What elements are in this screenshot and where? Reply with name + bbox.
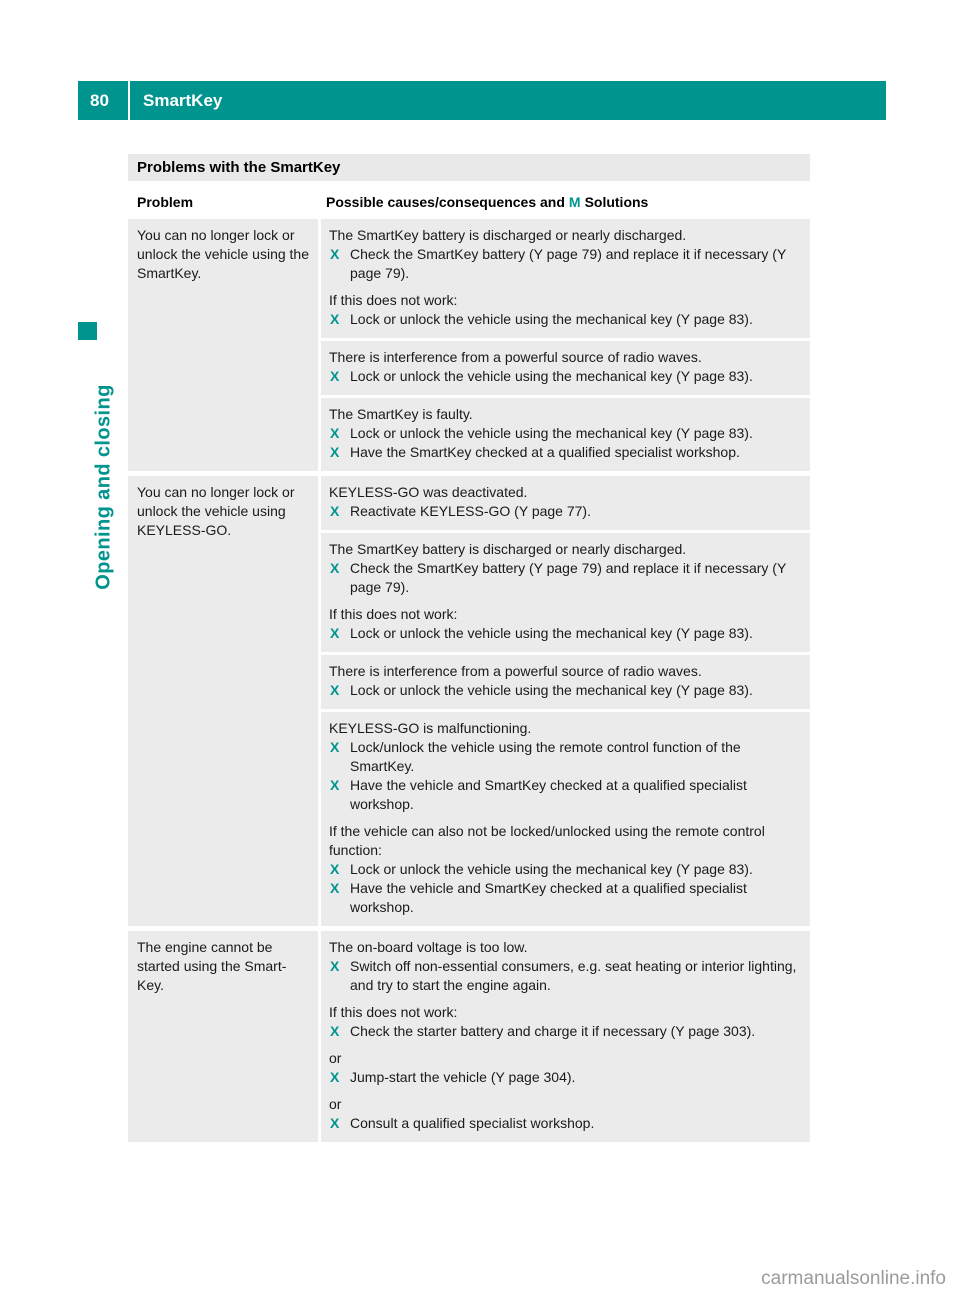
bullet-arrow-icon: X (330, 880, 340, 896)
solution-section (321, 712, 810, 926)
bullet-arrow-icon: X (330, 425, 340, 441)
solution-instruction-line (329, 624, 802, 643)
solution-instruction-text: Jump-start the vehicle (Y page 304). (350, 1069, 576, 1085)
solution-instruction-line (329, 681, 802, 700)
solution-instruction-text: Switch off non-essential consumers, e.g. seat heating or interior lighting, and try to start the engine again. (350, 958, 797, 993)
watermark: carmanualsonline.info (761, 1268, 946, 1289)
solution-instruction-line (329, 738, 802, 776)
solution-instruction-text: Check the SmartKey battery (Y page 79) and replace it if necessary (Y page 79). (350, 246, 787, 281)
connector-text-line: If the vehicle can also not be locked/unlocked using the remote control function: (329, 823, 765, 858)
solution-instruction-text: Have the vehicle and SmartKey checked at a qualified specialist workshop. (350, 777, 747, 812)
solution-section (321, 533, 810, 652)
solutions-cell (321, 476, 810, 926)
solutions-cell (321, 219, 810, 471)
section-marker-square (78, 322, 97, 340)
bullet-arrow-icon: X (330, 958, 340, 974)
table-row (128, 931, 810, 1142)
solution-instruction-text: Lock or unlock the vehicle using the mechanical key (Y page 83). (350, 425, 753, 441)
problem-cell: You can no longer lock or unlock the vehicle using KEYLESS-GO. (128, 476, 318, 926)
cause-text-line: There is interference from a powerful source of radio waves. (329, 663, 702, 679)
connector-text-line: If this does not work: (329, 292, 458, 308)
bullet-arrow-icon: X (330, 1023, 340, 1039)
cause-text-line: The SmartKey battery is discharged or nearly discharged. (329, 541, 687, 557)
solution-instruction-text: Lock or unlock the vehicle using the mechanical key (Y page 83). (350, 311, 753, 327)
solution-instruction-line (329, 957, 802, 995)
solutions-header-suffix: Solutions (584, 194, 649, 210)
bullet-arrow-icon: X (330, 368, 340, 384)
solutions-arrow-icon: M (568, 194, 581, 210)
solution-instruction-line (329, 559, 802, 597)
solution-instruction-text: Lock or unlock the vehicle using the mechanical key (Y page 83). (350, 861, 753, 877)
solution-instruction-text: Consult a qualified specialist workshop. (350, 1115, 595, 1131)
solution-instruction-line (329, 367, 802, 386)
solution-instruction-line (329, 1022, 802, 1041)
bullet-arrow-icon: X (330, 682, 340, 698)
cause-text-line: There is interference from a powerful source of radio waves. (329, 349, 702, 365)
solution-instruction-text: Reactivate KEYLESS-GO (Y page 77). (350, 503, 591, 519)
solution-section (321, 219, 810, 338)
solution-section (321, 655, 810, 709)
solution-instruction-line (329, 860, 802, 879)
table-body (128, 219, 810, 1147)
bullet-arrow-icon: X (330, 246, 340, 262)
cause-text-line: The on-board voltage is too low. (329, 939, 528, 955)
cause-text-line: The SmartKey is faulty. (329, 406, 473, 422)
chapter-title: SmartKey (143, 90, 223, 110)
problem-cell: The engine cannot be started using the Smart-Key. (128, 931, 318, 1142)
bullet-arrow-icon: X (330, 503, 340, 519)
bullet-arrow-icon: X (330, 625, 340, 641)
connector-text-line: If this does not work: (329, 606, 458, 622)
bullet-arrow-icon: X (330, 311, 340, 327)
cause-text-line: KEYLESS-GO was deactivated. (329, 484, 528, 500)
chapter-header-bar (78, 81, 886, 120)
solution-instruction-line (329, 443, 802, 462)
column-header-problem: Problem (137, 194, 194, 210)
solution-instruction-text: Check the SmartKey battery (Y page 79) and replace it if necessary (Y page 79). (350, 560, 787, 595)
solution-instruction-text: Check the starter battery and charge it if necessary (Y page 303). (350, 1023, 756, 1039)
troubleshooting-table (128, 154, 810, 1147)
solution-section (321, 931, 810, 1142)
bullet-arrow-icon: X (330, 777, 340, 793)
solution-instruction-text: Have the SmartKey checked at a qualified specialist workshop. (350, 444, 740, 460)
column-header-solutions (318, 194, 810, 210)
solution-instruction-line (329, 1068, 802, 1087)
problem-cell: You can no longer lock or unlock the vehicle using the SmartKey. (128, 219, 318, 471)
solution-section (321, 398, 810, 471)
table-row (128, 476, 810, 926)
bullet-arrow-icon: X (330, 739, 340, 755)
cause-text-line: KEYLESS-GO is malfunctioning. (329, 720, 532, 736)
solution-instruction-text: Lock or unlock the vehicle using the mechanical key (Y page 83). (350, 625, 753, 641)
table-row (128, 219, 810, 471)
bullet-arrow-icon: X (330, 560, 340, 576)
solution-section (321, 341, 810, 395)
cause-text-line: The SmartKey battery is discharged or nearly discharged. (329, 227, 687, 243)
solution-instruction-text: Lock or unlock the vehicle using the mechanical key (Y page 83). (350, 682, 753, 698)
solution-instruction-line (329, 502, 802, 521)
bullet-arrow-icon: X (330, 861, 340, 877)
page-number: 80 (90, 90, 109, 110)
solutions-cell (321, 931, 810, 1142)
solution-instruction-line (329, 879, 802, 917)
connector-text-line: or (329, 1096, 342, 1112)
connector-text-line: or (329, 1050, 342, 1066)
solution-instruction-text: Lock or unlock the vehicle using the mechanical key (Y page 83). (350, 368, 753, 384)
solution-instruction-text: Lock/unlock the vehicle using the remote control function of the SmartKey. (350, 739, 741, 774)
bullet-arrow-icon: X (330, 1069, 340, 1085)
solution-instruction-line (329, 245, 802, 283)
solution-instruction-line (329, 776, 802, 814)
table-header-row (128, 194, 810, 219)
solution-instruction-text: Have the vehicle and SmartKey checked at a qualified specialist workshop. (350, 880, 747, 915)
solutions-header-prefix: Possible causes/consequences and (326, 194, 565, 210)
sidebar-section-label: Opening and closing (92, 384, 115, 590)
solution-instruction-line (329, 1114, 802, 1133)
connector-text-line: If this does not work: (329, 1004, 458, 1020)
bullet-arrow-icon: X (330, 444, 340, 460)
solution-instruction-line (329, 424, 802, 443)
table-title: Problems with the SmartKey (128, 154, 810, 181)
bullet-arrow-icon: X (330, 1115, 340, 1131)
solution-section (321, 476, 810, 530)
solution-instruction-line (329, 310, 802, 329)
